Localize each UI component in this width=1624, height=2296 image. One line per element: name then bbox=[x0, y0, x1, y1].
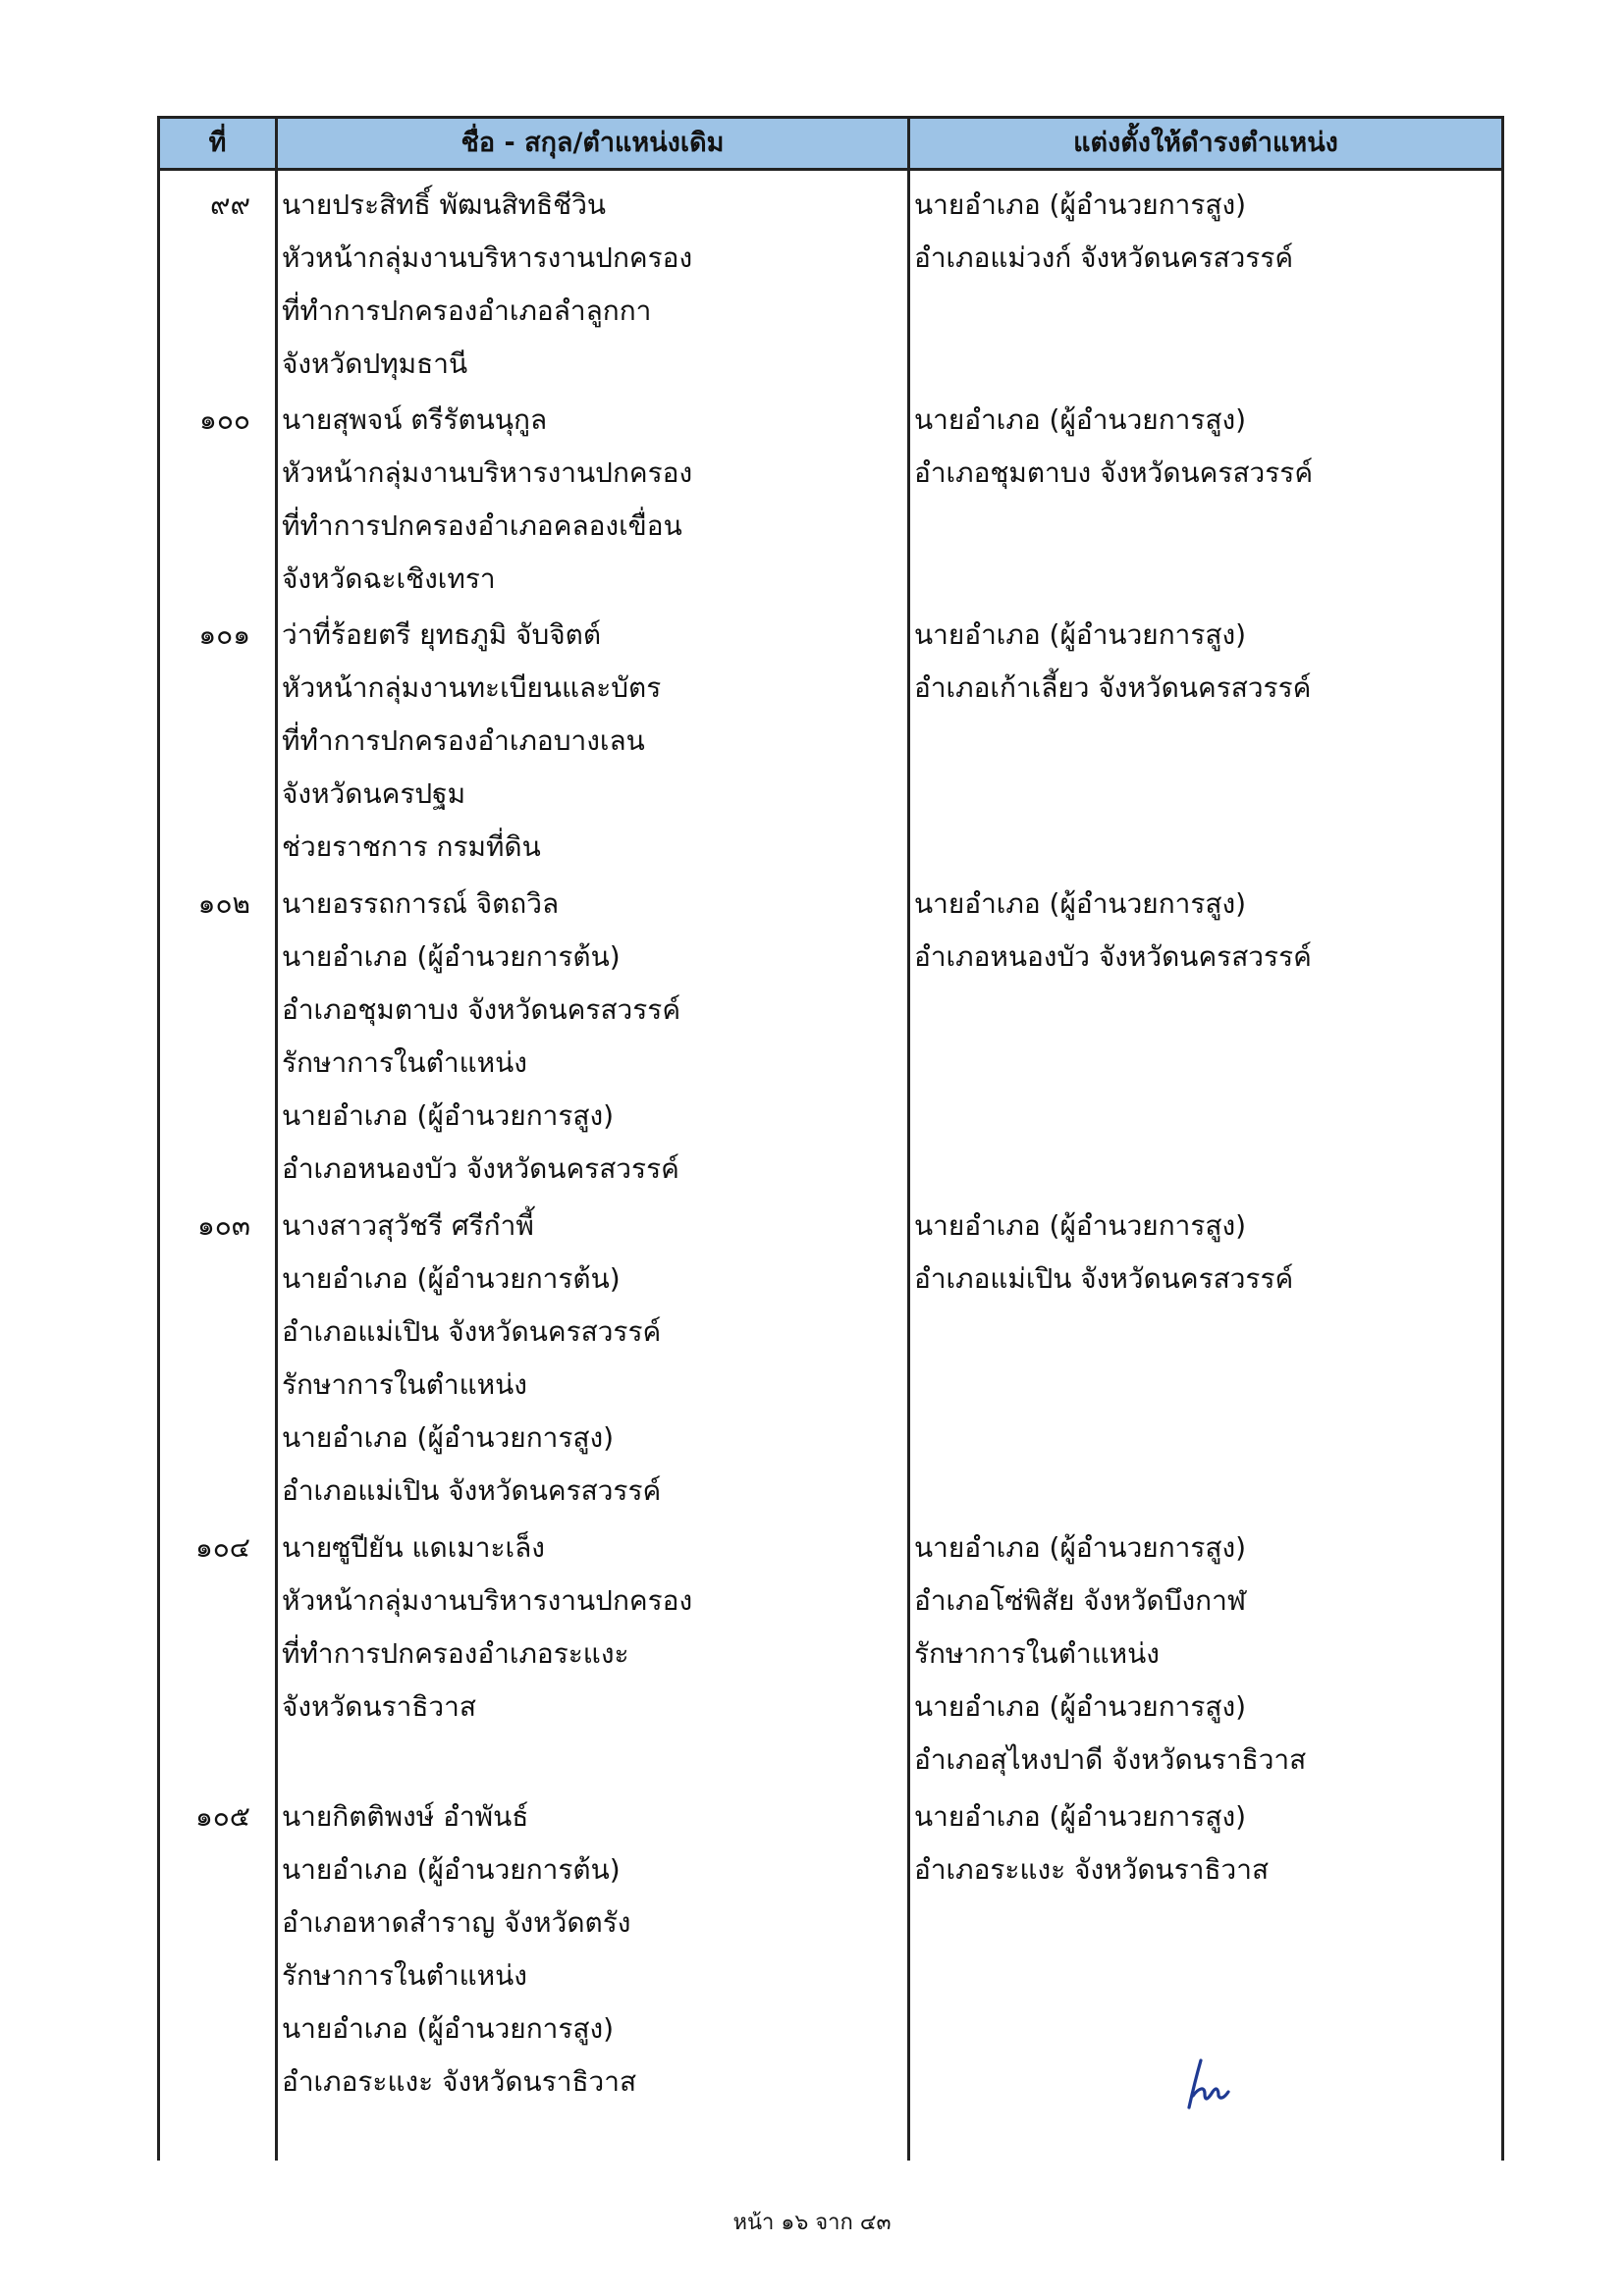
person-name: ว่าที่ร้อยตรี ยุทธภูมิ จับจิตต์ bbox=[282, 618, 602, 651]
old-position-cell bbox=[282, 878, 900, 1196]
person-name: นายประสิทธิ์ พัฒนสิทธิชีวิน bbox=[282, 188, 607, 221]
old-position-line: จังหวัดนครปฐม bbox=[282, 777, 466, 810]
old-position-line: อำเภอแม่เปิน จังหวัดนครสวรรค์ bbox=[282, 1315, 662, 1348]
appointed-position-line: นายอำเภอ (ผู้อำนวยการสูง) bbox=[914, 188, 1247, 221]
old-position-line: จังหวัดฉะเชิงเทรา bbox=[282, 562, 496, 595]
person-name: นายสุพจน์ ตรีรัตนนุกูล bbox=[282, 403, 548, 436]
old-position-line: นายอำเภอ (ผู้อำนวยการต้น) bbox=[282, 1262, 621, 1295]
appointed-position-line: อำเภอเก้าเลี้ยว จังหวัดนครสวรรค์ bbox=[914, 671, 1312, 704]
old-position-line: หัวหน้ากลุ่มงานบริหารงานปกครอง bbox=[282, 1584, 693, 1617]
old-position-line: รักษาการในตำแหน่ง bbox=[282, 1046, 527, 1079]
old-position-line: อำเภอระแงะ จังหวัดนราธิวาส bbox=[282, 2065, 637, 2098]
old-position-line: รักษาการในตำแหน่ง bbox=[282, 1368, 527, 1401]
old-position-line: นายอำเภอ (ผู้อำนวยการสูง) bbox=[282, 1099, 615, 1132]
old-position-line: อำเภอแม่เปิน จังหวัดนครสวรรค์ bbox=[282, 1474, 662, 1507]
old-position-line: ที่ทำการปกครองอำเภอบางเลน bbox=[282, 724, 645, 757]
appointed-position-line: อำเภอแม่วงก์ จังหวัดนครสวรรค์ bbox=[914, 241, 1294, 274]
appointments-table bbox=[157, 116, 1504, 2161]
page-number-footer: หน้า ๑๖ จาก ๔๓ bbox=[732, 2211, 892, 2235]
appointed-position-line: นายอำเภอ (ผู้อำนวยการสูง) bbox=[914, 1800, 1247, 1833]
person-name: นายอรรถการณ์ จิตถวิล bbox=[282, 887, 560, 920]
row-number: ๑๐๔ bbox=[194, 1531, 250, 1564]
old-position-line: อำเภอหาดสำราญ จังหวัดตรัง bbox=[282, 1906, 631, 1939]
old-position-cell bbox=[282, 179, 900, 391]
row-number: ๑๐๐ bbox=[199, 403, 250, 436]
old-position-cell bbox=[282, 1200, 900, 1518]
header-no: ที่ bbox=[208, 128, 227, 158]
old-position-cell bbox=[282, 1522, 900, 1734]
appointed-position-line: นายอำเภอ (ผู้อำนวยการสูง) bbox=[914, 1209, 1247, 1242]
appointed-position-line: อำเภอแม่เปิน จังหวัดนครสวรรค์ bbox=[914, 1262, 1294, 1295]
old-position-line: อำเภอหนองบัว จังหวัดนครสวรรค์ bbox=[282, 1152, 679, 1185]
column-divider bbox=[275, 116, 278, 2161]
old-position-line: นายอำเภอ (ผู้อำนวยการสูง) bbox=[282, 2012, 615, 2045]
old-position-line: หัวหน้ากลุ่มงานบริหารงานปกครอง bbox=[282, 241, 693, 274]
old-position-line: จังหวัดนราธิวาส bbox=[282, 1690, 476, 1723]
old-position-line: ช่วยราชการ กรมที่ดิน bbox=[282, 830, 541, 863]
row-number: ๑๐๕ bbox=[194, 1800, 250, 1833]
old-position-line: ที่ทำการปกครองอำเภอระแงะ bbox=[282, 1637, 629, 1670]
old-position-cell bbox=[282, 1790, 900, 2109]
old-position-line: อำเภอชุมตาบง จังหวัดนครสวรรค์ bbox=[282, 993, 681, 1026]
appointed-position-line: อำเภอโซ่พิสัย จังหวัดบึงกาฬ bbox=[914, 1584, 1246, 1617]
old-position-line: จังหวัดปทุมธานี bbox=[282, 347, 468, 380]
old-position-line: ที่ทำการปกครองอำเภอลำลูกกา bbox=[282, 294, 652, 327]
old-position-line: หัวหน้ากลุ่มงานบริหารงานปกครอง bbox=[282, 456, 693, 489]
old-position-line: หัวหน้ากลุ่มงานทะเบียนและบัตร bbox=[282, 671, 662, 704]
appointed-position-cell bbox=[914, 1200, 1493, 1306]
handwritten-signature bbox=[1183, 2056, 1252, 2115]
appointed-position-line: อำเภอหนองบัว จังหวัดนครสวรรค์ bbox=[914, 940, 1312, 973]
appointed-position-cell bbox=[914, 394, 1493, 500]
old-position-line: นายอำเภอ (ผู้อำนวยการต้น) bbox=[282, 1853, 621, 1886]
appointed-position-line: นายอำเภอ (ผู้อำนวยการสูง) bbox=[914, 1690, 1247, 1723]
row-number: ๑๐๒ bbox=[197, 887, 250, 920]
appointed-position-line: นายอำเภอ (ผู้อำนวยการสูง) bbox=[914, 887, 1247, 920]
old-position-line: นายอำเภอ (ผู้อำนวยการสูง) bbox=[282, 1421, 615, 1454]
row-number: ๙๙ bbox=[209, 188, 250, 221]
appointed-position-line: อำเภอระแงะ จังหวัดนราธิวาส bbox=[914, 1853, 1270, 1886]
header-appointed-position: แต่งตั้งให้ดำรงตำแหน่ง bbox=[1073, 128, 1338, 158]
header-name-old-position: ชื่อ - สกุล/ตำแหน่งเดิม bbox=[460, 128, 725, 158]
old-position-line: นายอำเภอ (ผู้อำนวยการต้น) bbox=[282, 940, 621, 973]
person-name: นายซูปียัน แดเมาะเล็ง bbox=[282, 1531, 545, 1564]
row-number: ๑๐๓ bbox=[196, 1209, 250, 1242]
appointed-position-line: รักษาการในตำแหน่ง bbox=[914, 1637, 1160, 1670]
old-position-line: รักษาการในตำแหน่ง bbox=[282, 1959, 527, 1992]
appointed-position-cell bbox=[914, 609, 1493, 715]
appointed-position-line: นายอำเภอ (ผู้อำนวยการสูง) bbox=[914, 618, 1247, 651]
person-name: นายกิตติพงษ์ อำพันธ์ bbox=[282, 1800, 529, 1833]
person-name: นางสาวสุวัชรี ศรีกำพี้ bbox=[282, 1209, 534, 1242]
old-position-line: ที่ทำการปกครองอำเภอคลองเขื่อน bbox=[282, 509, 682, 542]
table-header-row bbox=[160, 116, 1501, 171]
column-divider bbox=[907, 116, 910, 2161]
appointed-position-cell bbox=[914, 878, 1493, 984]
appointed-position-line: อำเภอชุมตาบง จังหวัดนครสวรรค์ bbox=[914, 456, 1314, 489]
appointed-position-cell bbox=[914, 179, 1493, 285]
appointed-position-line: นายอำเภอ (ผู้อำนวยการสูง) bbox=[914, 1531, 1247, 1564]
appointed-position-cell bbox=[914, 1790, 1493, 1896]
row-number: ๑๐๑ bbox=[198, 618, 250, 651]
old-position-cell bbox=[282, 609, 900, 874]
appointed-position-line: นายอำเภอ (ผู้อำนวยการสูง) bbox=[914, 403, 1247, 436]
appointed-position-line: อำเภอสุไหงปาดี จังหวัดนราธิวาส bbox=[914, 1743, 1307, 1776]
appointed-position-cell bbox=[914, 1522, 1493, 1787]
old-position-cell bbox=[282, 394, 900, 606]
